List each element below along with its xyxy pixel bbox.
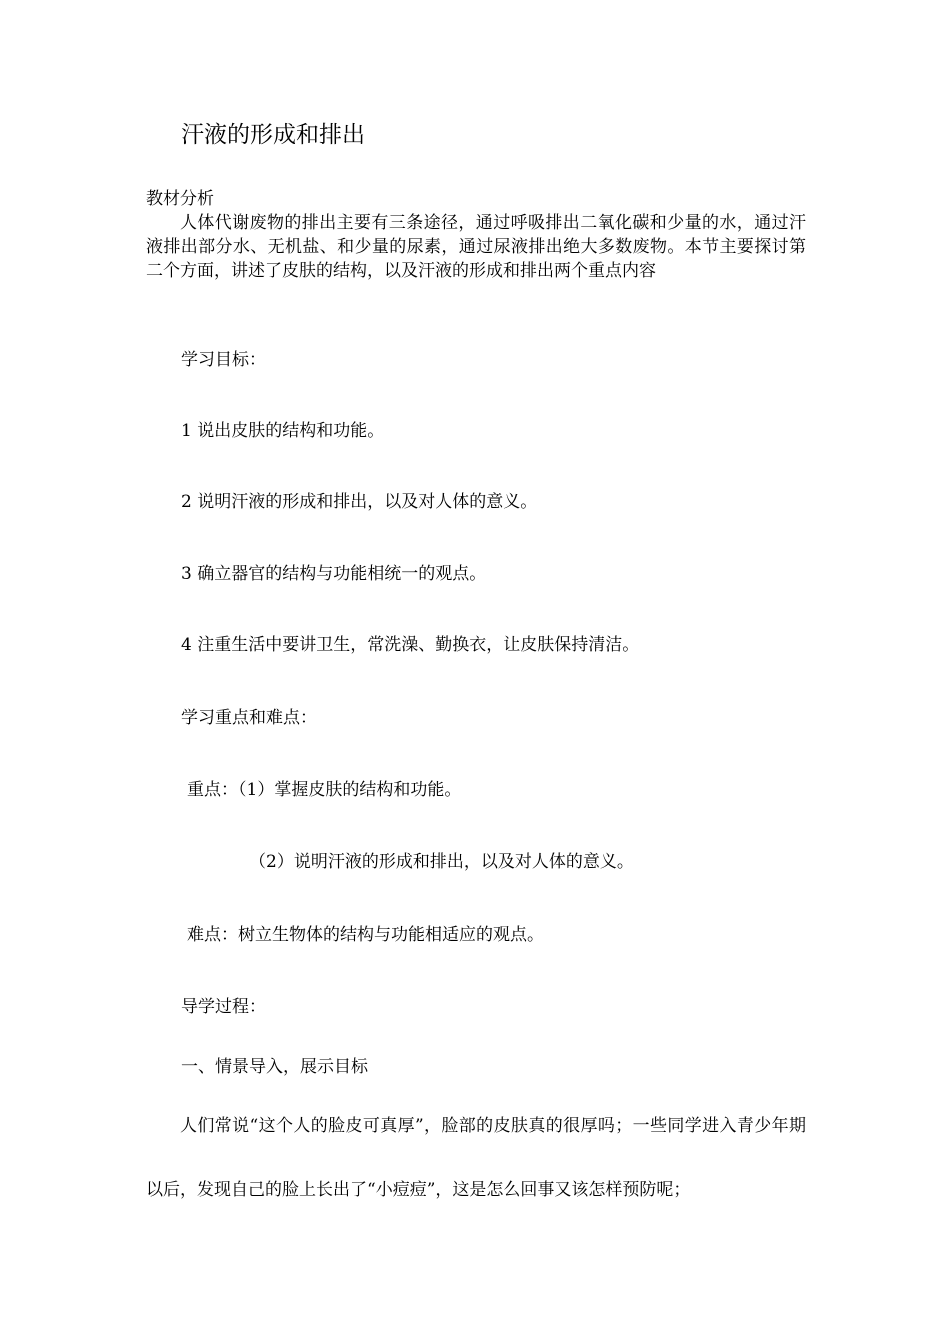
key-point-1: 重点：（1）掌握皮肤的结构和功能。 [187, 780, 462, 800]
analysis-heading: 教材分析 [146, 189, 214, 209]
objectives-heading: 学习目标： [181, 350, 266, 370]
process-heading: 导学过程： [181, 997, 266, 1017]
difficulty-point: 难点：树立生物体的结构与功能相适应的观点。 [187, 925, 544, 945]
intro-paragraph: 人们常说“这个人的脸皮可真厚”，脸部的皮肤真的很厚吗；一些同学进入青少年期以后，发现自己的脸上长出了“小痘痘”，这是怎么回事又该怎样预防呢； [146, 1116, 806, 1200]
objective-item: 1 说出皮肤的结构和功能。 [181, 421, 385, 441]
section-heading: 一、情景导入，展示目标 [181, 1057, 368, 1077]
objective-item: 3 确立器官的结构与功能相统一的观点。 [181, 564, 487, 584]
document-title: 汗液的形成和排出 [181, 122, 365, 148]
objective-item: 2 说明汗液的形成和排出，以及对人体的意义。 [181, 492, 538, 512]
key-points-heading: 学习重点和难点： [181, 708, 317, 728]
objective-item: 4 注重生活中要讲卫生，常洗澡、勤换衣，让皮肤保持清洁。 [181, 635, 640, 655]
analysis-paragraph: 人体代谢废物的排出主要有三条途径，通过呼吸排出二氧化碳和少量的水，通过汗液排出部分水、无机盐、和少量的尿素，通过尿液排出绝大多数废物。本节主要探讨第二个方面，讲述了皮肤的结构，以及汗液的形成和排出两个重点内容 [146, 213, 806, 281]
key-point-2: （2）说明汗液的形成和排出，以及对人体的意义。 [249, 852, 634, 872]
